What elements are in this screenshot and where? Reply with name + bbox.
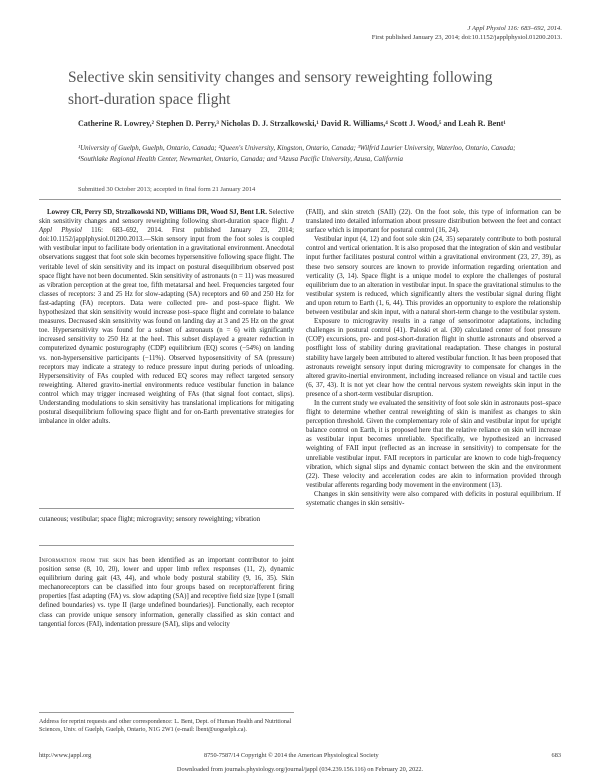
abstract-citation-tail: 116: 683–692, 2014. First published January 23, 2014; doi:10.1152/japplphysiol.01200.2013.— xyxy=(39,227,294,244)
paragraph-3: Exposure to microgravity results in a range of sensorimotor adaptations, including challenges in postural control (41). Paloski et al. (30) calculated center of foot pressure (COP) excursions, pre- and post-short-duration flight in shuttle astronauts and observed a postflight loss of stability during gravitational readaptation. These changes in postural stability have largely been attributed to altered vestibular function. It has been proposed that astronauts reweight sensory input during microgravity to compensate for changes in the altered gravito-inertial environment, including increased reliance on visual and tactile cues (6, 37, 43). It is not yet clear how the central nervous system reweights skin input in the presence of a short-term vestibular disruption. xyxy=(306,318,561,398)
author-list: Catherine R. Lowrey,² Stephen D. Perry,³ Nicholas D. J. Strzalkowski,¹ David R. Williams,⁴ Scott J. Wood,⁵ and Leah R. Bent¹ xyxy=(78,119,506,128)
paragraph-5: Changes in skin sensitivity were also compared with deficits in postural equilibrium. If systematic changes in skin sensitiv- xyxy=(306,490,561,507)
header-divider xyxy=(39,199,561,200)
abstract-citation-journal: J Appl Physiol xyxy=(39,218,294,235)
paragraph-1: (FAII), and skin stretch (SAII) (22). On the foot sole, this type of information can be translated into detailed information about pressure distribution between the feet and contact surface which is important for postural control (16, 24). xyxy=(306,209,561,235)
article-title: Selective skin sensitivity changes and sensory reweighting following short-duration space flight xyxy=(68,69,493,108)
abstract-citation-authors: Lowrey CR, Perry SD, Strzalkowski ND, Williams DR, Wood SJ, Bent LR. xyxy=(47,209,267,216)
first-published: First published January 23, 2014; doi:10.1152/japplphysiol.01200.2013. xyxy=(371,34,562,41)
footnote-divider xyxy=(39,712,294,713)
journal-url-link[interactable]: http://www.jappl.org xyxy=(39,752,92,759)
intro-text: has been identified as an important contributor to joint position sense (8, 10, 20), lower and upper limb reflex responses (11, 2), dynamic equilibrium during gait (43, 44), and whole body postural stability (9, 16, 35). Skin mechanoreceptors can be classified into four groups based on receptor/afferent firing properties [fast adapting (FA) vs. slow adapting (SA)] and receptive field size [type I (small defined boundaries) vs. type II (large undefined boundaries)]. Functionally, each receptor class can provide unique sensory information, generally classified as skin contact and tangential forces (FAI), indentation pressure (SAI), slips and velocity xyxy=(39,557,294,628)
abstract-text: Skin sensory input from the foot soles is coupled with vestibular input to facilitate body orientation in a gravitational environment. Anecdotal observations suggest that foot sole skin becomes hypersensitive following space flight. The veritable level of skin sensitivity and its impact on postural disequilibrium observed post space flight have not been documented. Skin sensitivity of astronauts (n = 11) was measured as vibration perception at the great toe, fifth metatarsal and heel. Frequencies targeted four classes of receptors: 3 and 25 Hz for slow-adapting (SA) receptors and 60 and 250 Hz for fast-adapting (FA) receptors. Data were collected pre- and post–space flight. We hypothesized that skin sensitivity would increase post–space flight and correlate to balance measures. Decreased skin sensitivity was found on landing day at 3 and 25 Hz on the great toe. Hypersensitivity was found for a subset of astronauts (n = 6) with significantly increased sensitivity to 250 Hz at the heel. This subset displayed a greater reduction in computerized dynamic posturography (CDP) equilibrium (EQ) scores (−54%) on landing vs. non-hypersensitive participants (−11%). Observed hyposensitivity of SA (pressure) receptors may indicate a strategy to reduce pressure input during periods of unloading. Hypersensitivity of FAs coupled with reduced EQ scores may reflect targeted sensory reweighting. Altered gravito-inertial environments reduce vestibular function in balance control which may trigger increased weighting of FAs (that signal foot contact, slips). Understanding modulations to skin sensitivity has translational implications for mitigating postural disequilibrium following space flight and for on-Earth preventative strategies for imbalance in older adults. xyxy=(39,236,294,426)
abstract xyxy=(39,208,294,426)
running-header xyxy=(372,24,562,42)
download-notice: Downloaded from journals.physiology.org/journal/jappl (034.239.156.116) on February 20, 2022. xyxy=(176,766,424,773)
affiliations: ¹University of Guelph, Guelph, Ontario, Canada; ²Queen's University, Kingston, Ontario, Canada; ³Wilfrid Laurier University, Waterloo, Ontario, Canada; ⁴Southlake Regional Health Center, Newmarket, Ontario, Canada; and ⁵Azusa Pacific University, Azusa, California xyxy=(78,144,516,163)
keywords-divider xyxy=(39,508,294,509)
intro-lead: Information from the skin xyxy=(39,557,126,564)
journal-citation: J Appl Physiol 116: 683–692, 2014. xyxy=(467,25,562,32)
page-number: 683 xyxy=(551,752,561,759)
body-right-column xyxy=(306,208,561,508)
submission-dates: Submitted 30 October 2013; accepted in final form 21 January 2014 xyxy=(78,186,256,193)
intro-divider xyxy=(39,545,294,546)
paragraph-2: Vestibular input (4, 12) and foot sole skin (24, 35) separately contribute to both postural control and vertical orientation. It is also proposed that the integration of skin and vestibular input further facilitates postural control within a gravitational environment (23, 27, 39), as these two sensory sources are known to provide information regarding orientation and verticality (3, 14). Space flight is a unique model to explore the challenges of postural equilibrium due to an alteration in vestibular input. In space the gravitational stimulus to the vestibular system is reduced, which significantly alters the vestibular signal during flight and upon return to Earth (1, 6, 44). This provides an opportunity to explore the relationship between vestibular and skin input, with a natural short-term change to the vestibular system. xyxy=(306,236,561,317)
copyright-line: 8750-7587/14 Copyright © 2014 the American Physiological Society xyxy=(204,752,379,759)
abstract-citation-title: Selective skin sensitivity changes and sensory reweighting following short-duration space flight. xyxy=(39,209,294,226)
paragraph-4: In the current study we evaluated the sensitivity of foot sole skin in astronauts post–space flight to determine whether central reweighting of skin is manifest as changes to skin perception threshold. Given the complementary role of skin and vestibular input for upright balance control on Earth, it is proposed here that the relative reliance on skin will increase as vestibular input becomes unreliable. Specifically, we hypothesized an increased weighting of FAII input (reflected as an increase in sensitivity) to compensate for the unreliable vestibular input. FAII receptors in particular are known to code high-frequency vibration, which signal slips and dynamic contact between the skin and the environment (22). These velocity and acceleration codes are akin to information provided through vestibular afferents regarding body movement in the environment (13). xyxy=(306,399,561,489)
correspondence-footnote: Address for reprint requests and other correspondence: L. Bent, Dept. of Human Health and Nutritional Sciences, Univ. of Guelph, Guelph, Ontario, N1G 2W1 (e-mail: lbent@uoguelph.ca). xyxy=(39,719,292,734)
introduction xyxy=(39,556,294,629)
keywords: cutaneous; vestibular; space flight; microgravity; sensory reweighting; vibration xyxy=(39,516,261,523)
